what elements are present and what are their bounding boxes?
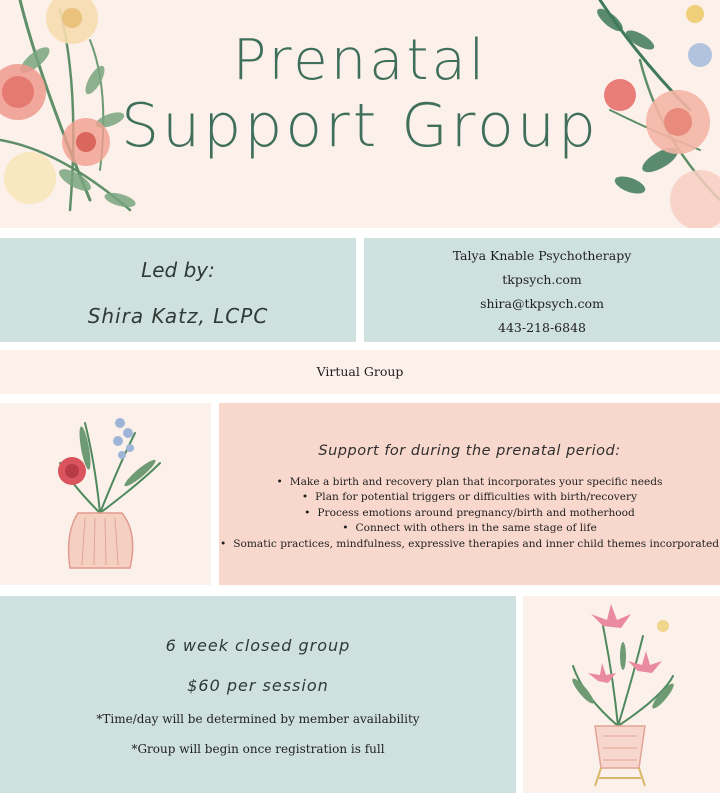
support-heading: Support for during the prenatal period: (318, 443, 621, 459)
registration-note: *Group will begin once registration is full (131, 742, 385, 756)
vase-illustration-left (0, 403, 211, 585)
group-duration: 6 week closed group (165, 636, 351, 655)
contact-panel (364, 238, 720, 342)
practice-name: Talya Knable Psychotherapy (452, 248, 632, 263)
list-item: • Connect with others in the same stage of life (219, 521, 720, 536)
list-item: • Make a birth and recovery plan that incorporates your specific needs (219, 475, 720, 490)
support-list (219, 475, 720, 552)
availability-note: *Time/day will be determined by member availability (96, 712, 420, 726)
leader-name: Shira Katz, LCPC (87, 304, 269, 328)
email-link[interactable]: shira@tkpsych.com (480, 296, 604, 311)
lily-vase-icon (523, 596, 720, 793)
phone-number[interactable]: 443-218-6848 (498, 320, 586, 335)
leader-panel (0, 238, 356, 342)
title-line-1: Prenatal (232, 28, 488, 93)
title-line-2: Support Group (121, 90, 599, 161)
list-item: • Process emotions around pregnancy/birth and motherhood (219, 506, 720, 521)
vase-illustration-right (523, 596, 720, 793)
list-item: • Plan for potential triggers or difficulties with birth/recovery (219, 490, 720, 505)
page-title (0, 30, 720, 160)
format-bar (0, 350, 720, 394)
header-banner (0, 0, 720, 228)
format-text: Virtual Group (316, 364, 404, 379)
website-link[interactable]: tkpsych.com (502, 272, 582, 287)
list-item: • Somatic practices, mindfulness, expressive therapies and inner child themes incorporated (219, 537, 720, 552)
leader-label: Led by: (141, 258, 215, 282)
details-panel (0, 596, 516, 793)
support-panel (219, 403, 720, 585)
flower-vase-icon (0, 403, 211, 585)
session-price: $60 per session (187, 676, 329, 695)
